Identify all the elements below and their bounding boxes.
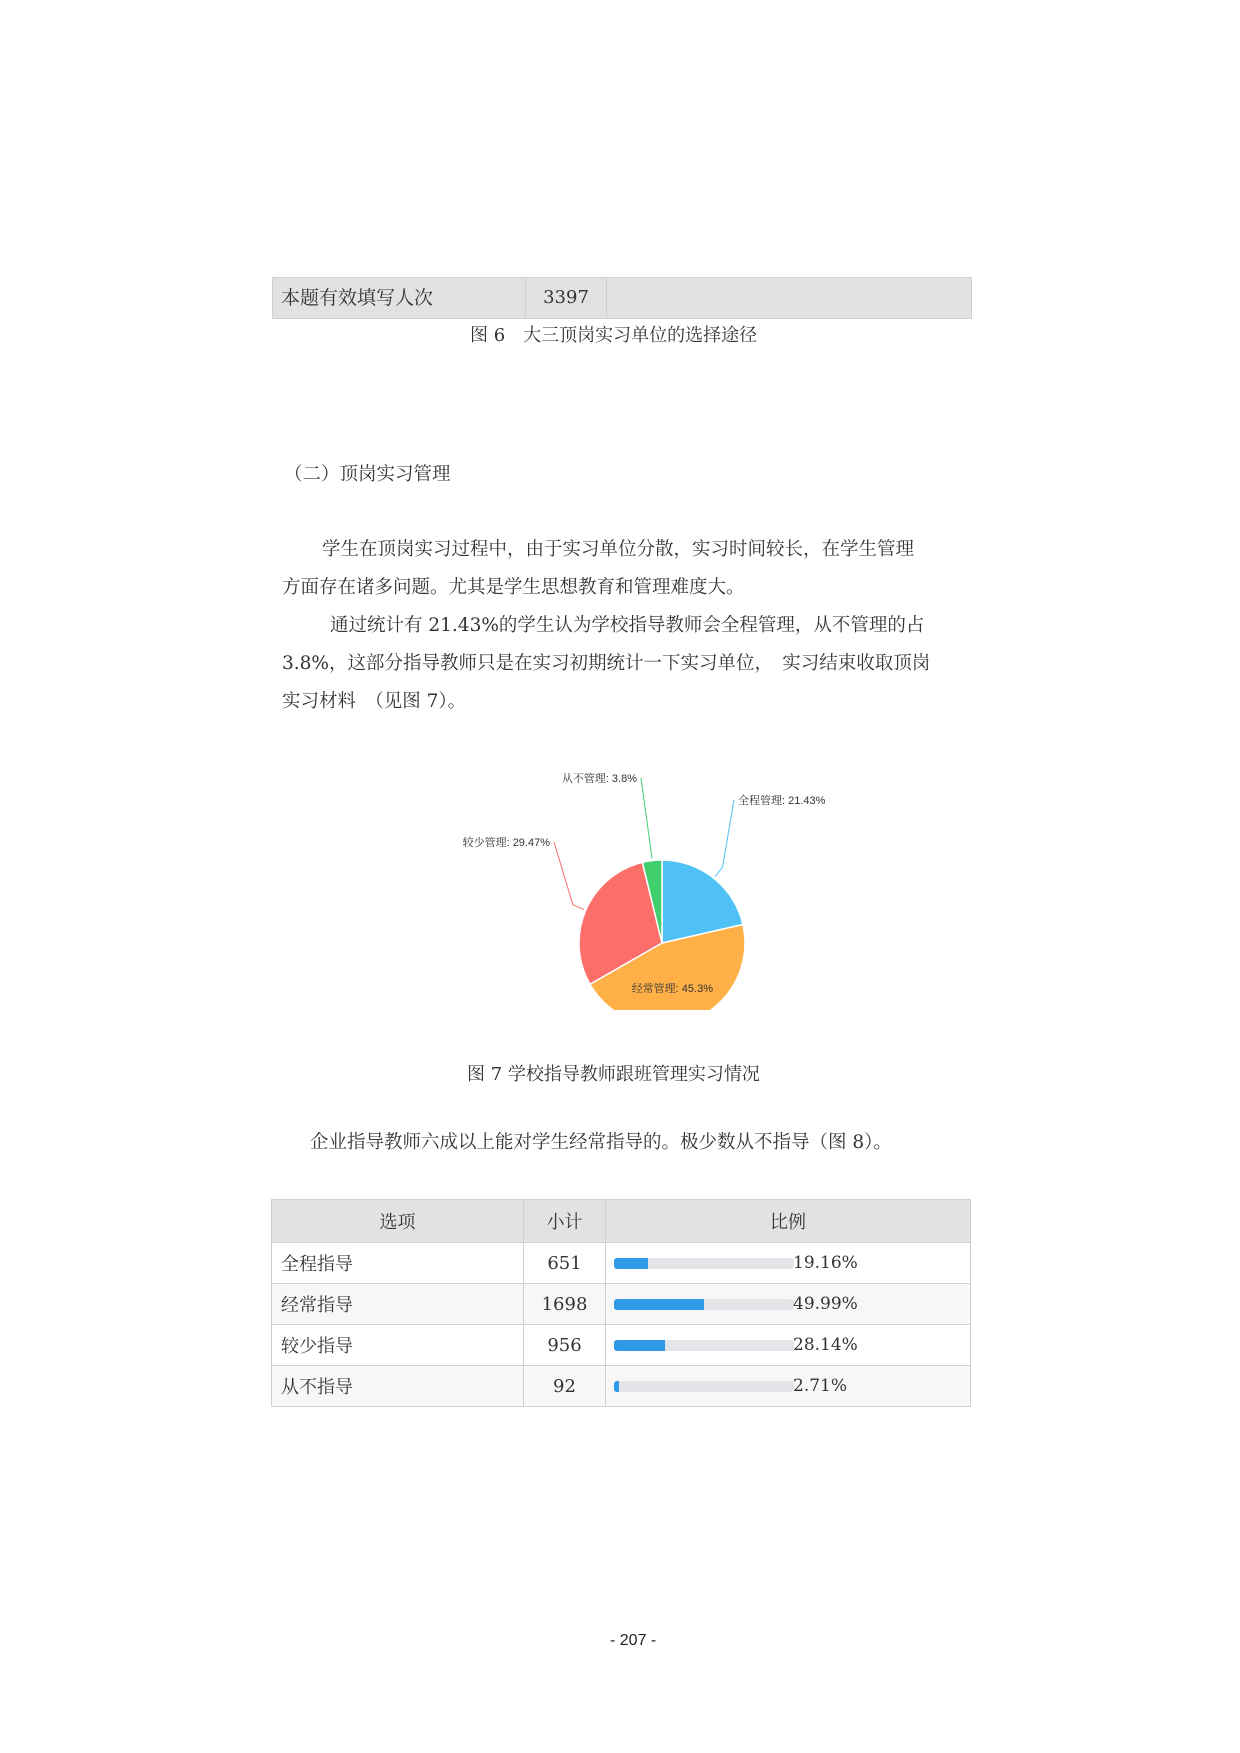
table-row: [272, 1366, 971, 1407]
table-row: [272, 1325, 971, 1366]
pie-data-label: 经常管理: 45.3%: [631, 983, 713, 995]
ratio-bar-track: [614, 1340, 794, 1351]
ratio-cell: [606, 1366, 971, 1407]
ratio-percent: 19.16%: [793, 1253, 858, 1273]
count-cell: 92: [524, 1366, 606, 1407]
ratio-percent: 28.14%: [793, 1335, 858, 1355]
ratio-bar-track: [614, 1299, 794, 1310]
management-pie-chart: [440, 760, 860, 1010]
section-heading: （二）顶岗实习管理: [284, 464, 451, 485]
ratio-cell: [606, 1243, 971, 1284]
table-header-row: [272, 1200, 971, 1243]
ratio-bar-fill: [614, 1258, 648, 1269]
ratio-cell: [606, 1284, 971, 1325]
ratio-bar-track: [614, 1258, 794, 1269]
option-cell: 全程指导: [272, 1243, 524, 1284]
cell-divider: [606, 278, 607, 318]
paragraph-line: 学生在顶岗实习过程中，由于实习单位分散，实习时间较长，在学生管理: [322, 539, 915, 560]
ratio-cell: [606, 1325, 971, 1366]
page-number: - 207 -: [610, 1632, 657, 1649]
pie-data-label: 较少管理: 29.47%: [462, 837, 550, 849]
option-cell: 较少指导: [272, 1325, 524, 1366]
ratio-percent: 2.71%: [793, 1376, 848, 1396]
valid-responses-row: [272, 277, 972, 319]
ratio-bar-fill: [614, 1381, 619, 1392]
option-cell: 经常指导: [272, 1284, 524, 1325]
figure-7-caption: 图 7 学校指导教师跟班管理实习情况: [467, 1064, 760, 1085]
count-cell: 1698: [524, 1284, 606, 1325]
paragraph-line: 方面存在诸多问题。尤其是学生思想教育和管理难度大。: [282, 577, 745, 598]
figure-6-caption: 图 6 大三顶岗实习单位的选择途径: [470, 325, 758, 346]
guidance-table: [271, 1199, 971, 1407]
count-cell: 956: [524, 1325, 606, 1366]
option-cell: 从不指导: [272, 1366, 524, 1407]
ratio-bar-track: [614, 1381, 794, 1392]
paragraph-line: 企业指导教师六成以上能对学生经常指导的。极少数从不指导（图 8）。: [310, 1132, 892, 1153]
paragraph-line: 通过统计有 21.43%的学生认为学校指导教师会全程管理，从不管理的占: [330, 615, 925, 636]
header-ratio: 比例: [606, 1200, 971, 1243]
ratio-bar-fill: [614, 1340, 665, 1351]
table-row: [272, 1284, 971, 1325]
paragraph-line: 3.8%，这部分指导教师只是在实习初期统计一下实习单位， 实习结束收取顶岗: [282, 653, 931, 674]
header-option: 选项: [272, 1200, 524, 1243]
pie-leader-line: [641, 778, 652, 859]
valid-responses-value: 3397: [543, 287, 589, 308]
pie-data-label: 从不管理: 3.8%: [561, 773, 637, 785]
ratio-bar-fill: [614, 1299, 704, 1310]
pie-data-label: 全程管理: 21.43%: [738, 795, 826, 807]
header-count: 小计: [524, 1200, 606, 1243]
valid-responses-label: 本题有效填写人次: [281, 287, 434, 309]
table-row: [272, 1243, 971, 1284]
paragraph-line: 实习材料 （见图 7）。: [282, 691, 467, 712]
pie-leader-line: [715, 800, 734, 877]
count-cell: 651: [524, 1243, 606, 1284]
pie-leader-line: [554, 842, 584, 909]
ratio-percent: 49.99%: [793, 1294, 858, 1314]
